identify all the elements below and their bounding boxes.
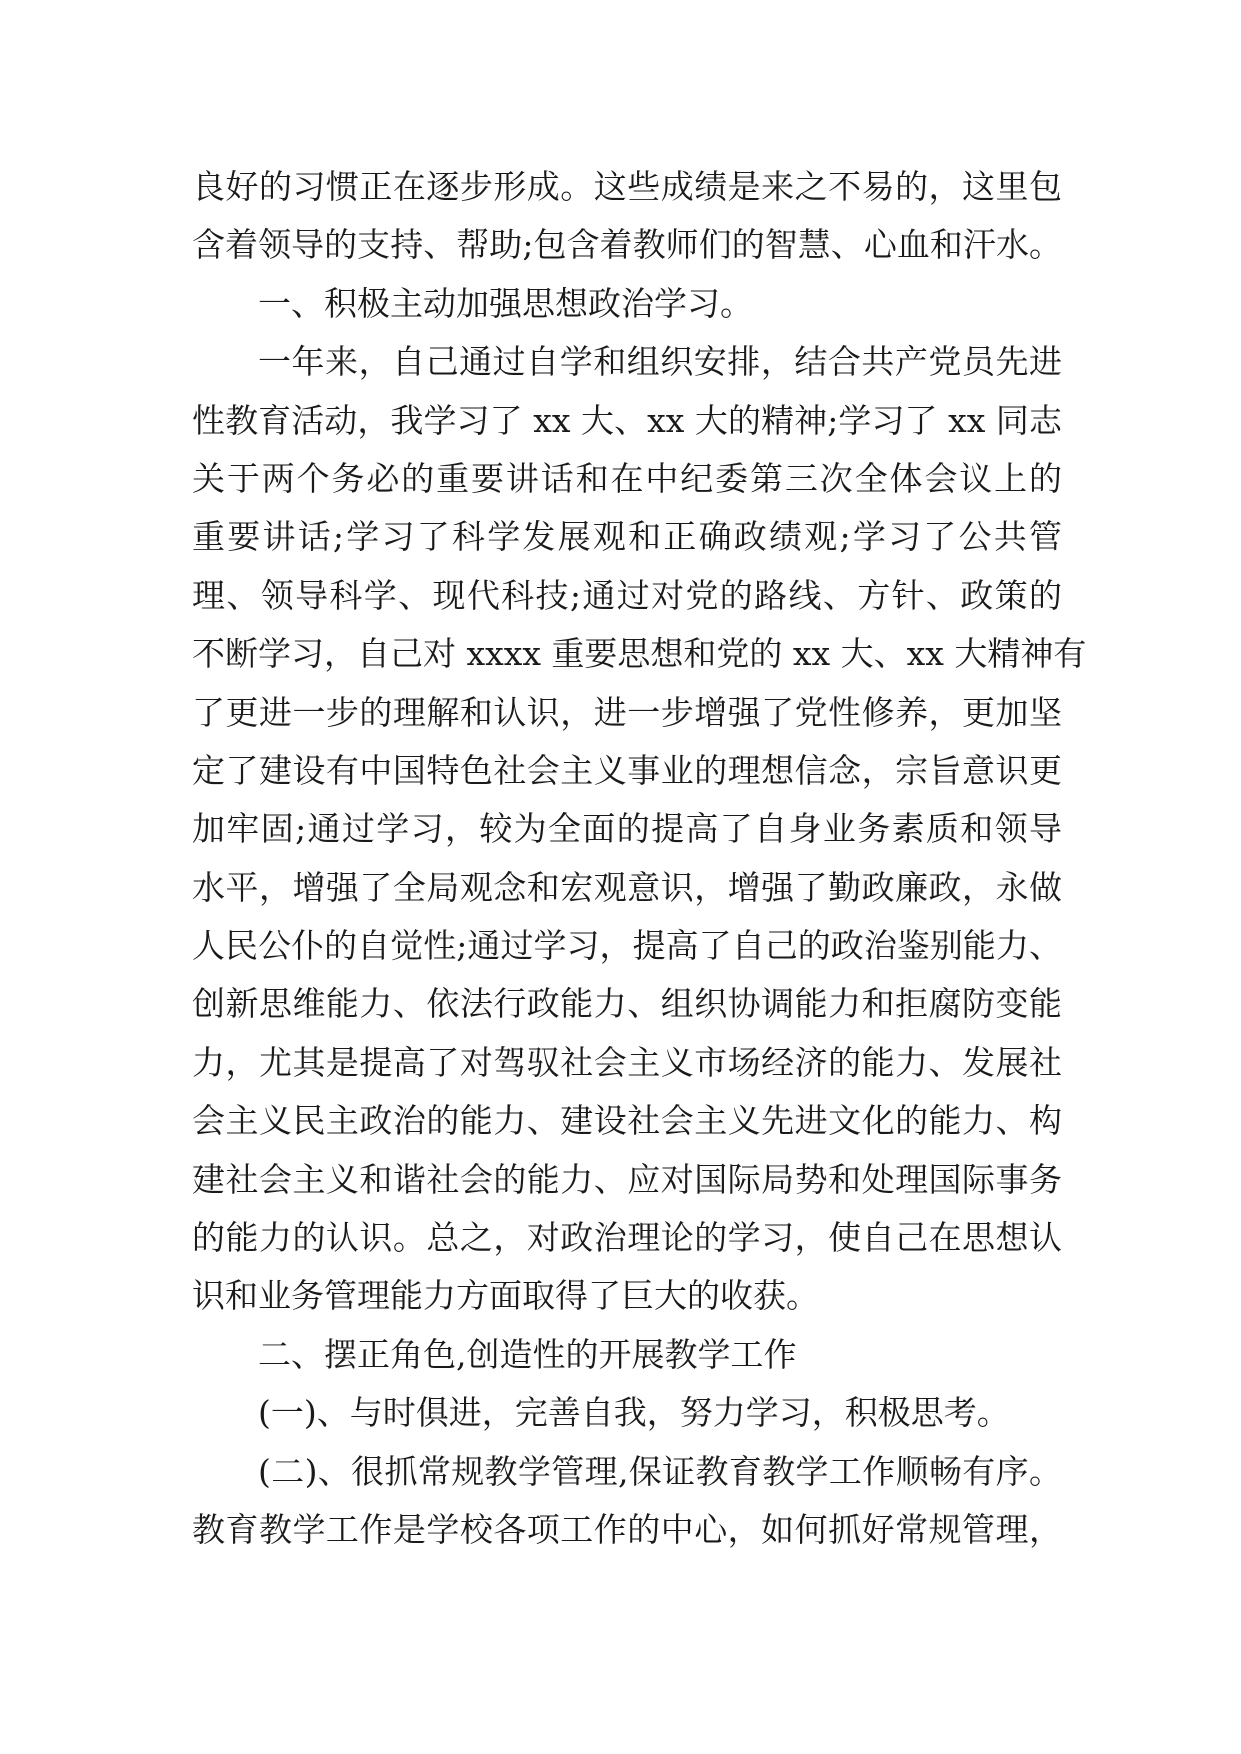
text-line: 识和业务管理能力方面取得了巨大的收获。 [192, 1276, 819, 1316]
text-line: 理、领导科学、现代科技;通过对党的路线、方针、政策的 [192, 575, 1062, 615]
text-line: 一年来，自己通过自学和组织安排，结合共产党员先进 [258, 342, 1062, 382]
text-line: 含着领导的支持、帮助;包含着教师们的智慧、心血和汗水。 [192, 225, 1062, 265]
text-line: (一)、与时俱进，完善自我，努力学习，积极思考。 [258, 1393, 1010, 1433]
text-line: 不断学习，自己对 xxxx 重要思想和党的 xx 大、xx 大精神有 [192, 634, 1087, 674]
text-line: 会主义民主政治的能力、建设社会主义先进文化的能力、构 [192, 1101, 1062, 1141]
text-line: 力，尤其是提高了对驾驭社会主义市场经济的能力、发展社 [192, 1042, 1062, 1082]
text-line: 建社会主义和谐社会的能力、应对国际局势和处理国际事务 [192, 1159, 1062, 1199]
text-line: 创新思维能力、依法行政能力、组织协调能力和拒腐防变能 [192, 984, 1062, 1024]
text-line: 人民公仆的自觉性;通过学习，提高了自己的政治鉴别能力、 [192, 926, 1062, 966]
text-line: 定了建设有中国特色社会主义事业的理想信念，宗旨意识更 [192, 750, 1062, 790]
text-line: 水平，增强了全局观念和宏观意识，增强了勤政廉政，永做 [192, 867, 1062, 907]
text-line: 良好的习惯正在逐步形成。这些成绩是来之不易的，这里包 [192, 167, 1062, 206]
text-line: 重要讲话;学习了科学发展观和正确政绩观;学习了公共管 [192, 517, 1062, 557]
text-line: 加牢固;通过学习，较为全面的提高了自身业务素质和领导 [192, 809, 1062, 849]
text-line: 性教育活动，我学习了 xx 大、xx 大的精神;学习了 xx 同志 [192, 400, 1062, 440]
text-line: 教育教学工作是学校各项工作的中心，如何抓好常规管理， [192, 1509, 1062, 1549]
text-line: 二、摆正角色,创造性的开展教学工作 [258, 1334, 797, 1374]
text-line: 一、积极主动加强思想政治学习。 [258, 283, 753, 323]
text-line: 关于两个务必的重要讲话和在中纪委第三次全体会议上的 [192, 458, 1062, 498]
text-line: 了更进一步的理解和认识，进一步增强了党性修养，更加坚 [192, 692, 1062, 732]
text-line: (二)、很抓常规教学管理,保证教育教学工作顺畅有序。 [258, 1451, 1062, 1491]
text-line: 的能力的认识。总之，对政治理论的学习，使自己在思想认 [192, 1218, 1062, 1258]
document-body [192, 158, 1087, 1559]
